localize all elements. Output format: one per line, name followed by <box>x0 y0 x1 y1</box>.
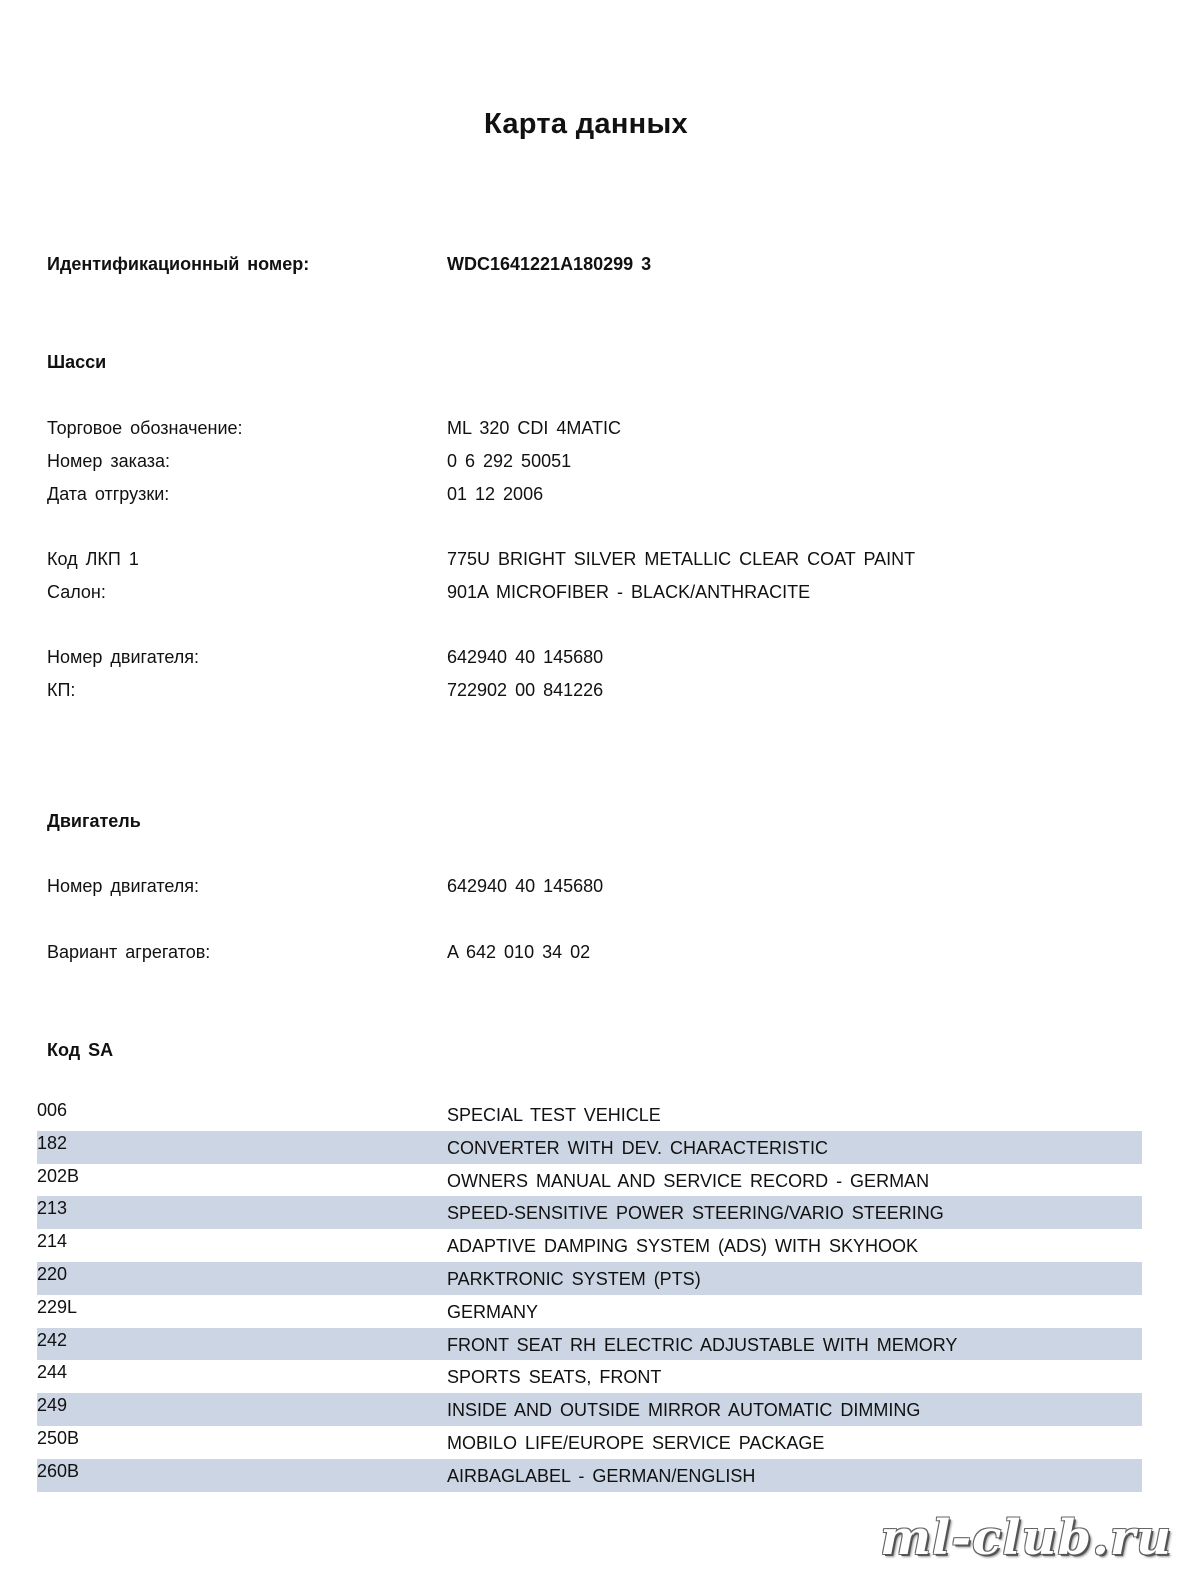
table-row <box>37 1131 1142 1164</box>
order-number-label: Номер заказа: <box>47 451 171 471</box>
sa-code: 229L <box>37 1296 78 1317</box>
sa-code: 213 <box>37 1198 68 1219</box>
table-row <box>37 1164 1142 1197</box>
table-row <box>37 1426 1142 1459</box>
ship-date-value: 01 12 2006 <box>447 484 544 504</box>
paint-code-value: 775U BRIGHT SILVER METALLIC CLEAR COAT PAINT <box>447 549 916 569</box>
sa-description: FRONT SEAT RH ELECTRIC ADJUSTABLE WITH MEMORY <box>447 1334 958 1355</box>
paint-code-label: Код ЛКП 1 <box>47 549 139 569</box>
aggregate-variant-label: Вариант агрегатов: <box>47 942 211 962</box>
table-row <box>37 1393 1142 1426</box>
sa-description: INSIDE AND OUTSIDE MIRROR AUTOMATIC DIMMING <box>447 1400 921 1421</box>
page-title: Карта данных <box>484 108 688 140</box>
sa-description: CONVERTER WITH DEV. CHARACTERISTIC <box>447 1137 829 1158</box>
table-row <box>37 1295 1142 1328</box>
order-number-value: 0 6 292 50051 <box>447 451 572 471</box>
table-row <box>37 1098 1142 1131</box>
sa-description: GERMANY <box>447 1301 539 1322</box>
sa-description: ADAPTIVE DAMPING SYSTEM (ADS) WITH SKYHOOK <box>447 1236 919 1257</box>
sa-code: 250B <box>37 1427 80 1448</box>
sa-code: 006 <box>37 1100 68 1120</box>
sa-code: 202B <box>37 1165 80 1186</box>
sa-description: MOBILO LIFE/EUROPE SERVICE PACKAGE <box>447 1432 825 1453</box>
sa-description: PARKTRONIC SYSTEM (PTS) <box>447 1268 701 1289</box>
table-row <box>37 1262 1142 1295</box>
chassis-heading: Шасси <box>47 352 107 372</box>
sa-code: 260B <box>37 1460 80 1481</box>
sa-code: 242 <box>37 1329 68 1350</box>
sa-code: 214 <box>37 1231 68 1252</box>
sa-code: 244 <box>37 1362 68 1383</box>
aggregate-variant-value: A 642 010 34 02 <box>447 942 591 962</box>
sa-codes-heading: Код SA <box>47 1040 114 1060</box>
trade-name-label: Торговое обозначение: <box>47 418 243 438</box>
sa-code: 220 <box>37 1263 68 1284</box>
gearbox-label: КП: <box>47 680 76 700</box>
chassis-engine-number-value: 642940 40 145680 <box>447 647 604 667</box>
interior-value: 901A MICROFIBER - BLACK/ANTHRACITE <box>447 582 811 602</box>
table-row <box>37 1328 1142 1361</box>
sa-description: OWNERS MANUAL AND SERVICE RECORD - GERMAN <box>447 1170 930 1191</box>
engine-number-label: Номер двигателя: <box>47 876 200 896</box>
vin-value: WDC1641221A180299 3 <box>447 254 652 274</box>
interior-label: Салон: <box>47 582 106 602</box>
gearbox-value: 722902 00 841226 <box>447 680 604 700</box>
table-row <box>37 1459 1142 1492</box>
sa-description: SPEED-SENSITIVE POWER STEERING/VARIO STEERING <box>447 1203 944 1224</box>
table-row <box>37 1229 1142 1262</box>
sa-codes-table <box>37 1098 1142 1492</box>
engine-number-value: 642940 40 145680 <box>447 876 604 896</box>
table-row <box>37 1196 1142 1229</box>
engine-heading: Двигатель <box>47 811 141 831</box>
vin-label: Идентификационный номер: <box>47 254 310 274</box>
sa-description: AIRBAGLABEL - GERMAN/ENGLISH <box>447 1465 756 1486</box>
sa-description: SPECIAL TEST VEHICLE <box>447 1105 661 1125</box>
chassis-engine-number-label: Номер двигателя: <box>47 647 200 667</box>
ship-date-label: Дата отгрузки: <box>47 484 170 504</box>
table-row <box>37 1360 1142 1393</box>
sa-code: 249 <box>37 1395 68 1416</box>
site-watermark: ml-club.ru <box>880 1510 1172 1566</box>
sa-description: SPORTS SEATS, FRONT <box>447 1367 662 1388</box>
trade-name-value: ML 320 CDI 4MATIC <box>447 418 622 438</box>
sa-code: 182 <box>37 1132 68 1153</box>
